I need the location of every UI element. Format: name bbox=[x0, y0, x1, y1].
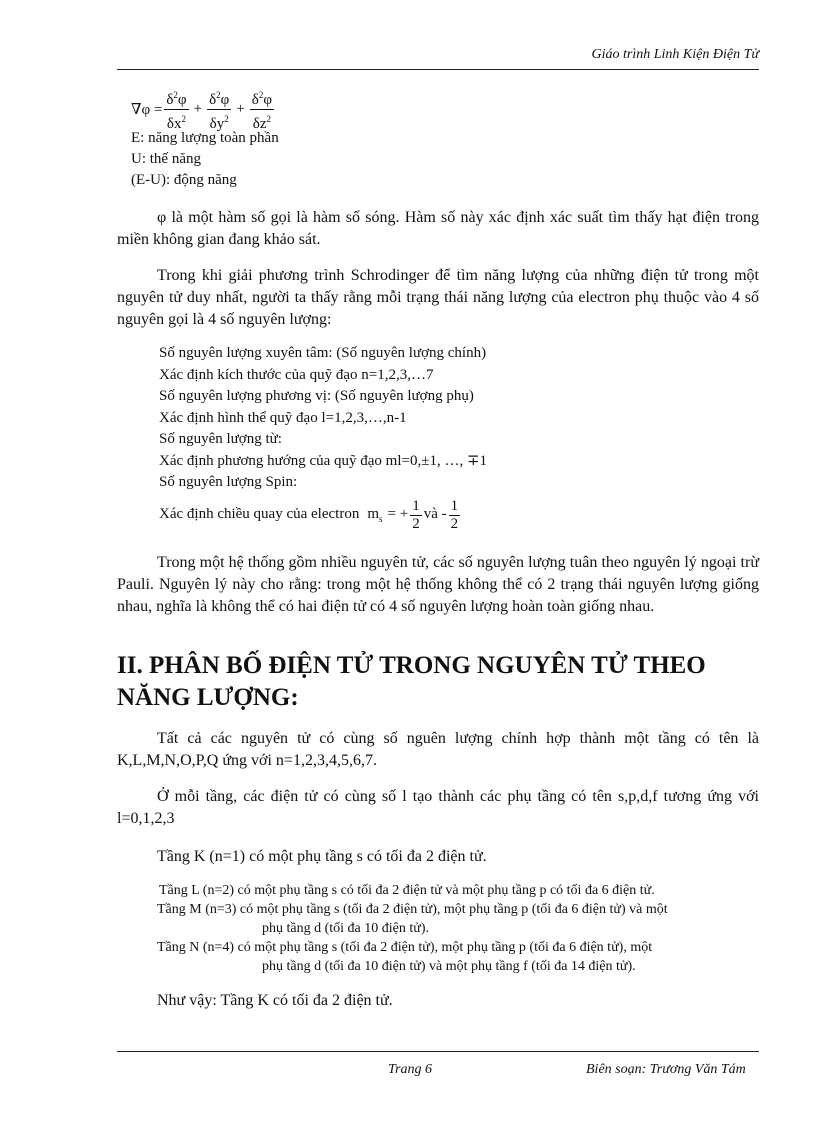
paragraph-schrodinger bbox=[117, 265, 759, 331]
spin-den: 2 bbox=[412, 515, 420, 532]
equation-term-y bbox=[207, 86, 231, 133]
term-x-num: δ bbox=[166, 91, 174, 108]
spin-fraction-minus bbox=[449, 498, 461, 533]
definition-item: (E-U): động năng bbox=[131, 172, 237, 188]
page-header-title: Giáo trình Linh Kiện Điện Tử bbox=[591, 47, 759, 62]
paragraph-text: Ở mỗi tầng, các điện tử có cùng số l tạo thành các phụ tầng có tên s,p,d,f tương ứng với l=0,1,2,3 bbox=[117, 788, 759, 827]
term-z-num: δ bbox=[251, 91, 259, 108]
paragraph-shells bbox=[117, 728, 759, 772]
paragraph-text: Trong một hệ thống gồm nhiều nguyên tử, các số nguyên lượng tuân theo nguyên lý ngoại trừ Pauli. Nguyên lý này cho rằng: trong một hệ thống không thể có 2 trạng thái nguyên lượng giống nhau, nghĩa là không thể có hai điện tử có 4 số nguyên lượng hoàn toàn giống nhau. bbox=[117, 554, 759, 615]
quantum-item: Số nguyên lượng xuyên tâm: (Số nguyên lượng chính) bbox=[159, 345, 487, 361]
term-y-den-sup: 2 bbox=[224, 113, 229, 124]
term-z-den-sup: 2 bbox=[266, 113, 272, 124]
term-z-den: δz bbox=[252, 115, 267, 132]
shell-list bbox=[157, 881, 767, 976]
quantum-item: Xác định kích thước của quỹ đạo n=1,2,3,…7 bbox=[159, 366, 434, 383]
definition-list bbox=[131, 128, 279, 191]
equation-term-z bbox=[250, 86, 274, 133]
paragraph-text: Tầng K (n=1) có một phụ tầng s có tối đa 2 điện tử. bbox=[157, 848, 487, 865]
definition-item: E: năng lượng toàn phần bbox=[131, 130, 279, 146]
term-y-num-tail: φ bbox=[220, 91, 230, 108]
spin-ms: m bbox=[367, 506, 379, 523]
paragraph-shell-k bbox=[117, 846, 759, 868]
spin-num: 1 bbox=[450, 497, 459, 514]
spin-num: 1 bbox=[412, 497, 420, 514]
quantum-item: Xác định hình thể quỹ đạo l=1,2,3,…,n-1 bbox=[159, 409, 407, 426]
term-x-den: δx bbox=[166, 115, 182, 132]
term-x-den-sup: 2 bbox=[181, 113, 186, 124]
plus-sign: + bbox=[193, 100, 203, 117]
footer-rule bbox=[117, 1051, 759, 1052]
paragraph-subshells bbox=[117, 786, 759, 830]
spin-mid: và - bbox=[423, 506, 447, 523]
paragraph-text: Tất cả các nguyên tử có cùng số nguên lượng chính hợp thành một tầng có tên là K,L,M,N,O,P,Q ứng với n=1,2,3,4,5,6,7. bbox=[117, 730, 759, 769]
term-z-num-tail: φ bbox=[263, 91, 273, 108]
spin-formula bbox=[159, 498, 487, 533]
definition-item: U: thế năng bbox=[131, 151, 201, 167]
term-y-den: δy bbox=[209, 115, 225, 132]
spin-fraction-plus bbox=[410, 498, 422, 533]
paragraph-conclusion bbox=[117, 990, 759, 1012]
shell-line: Tầng M (n=3) có một phụ tầng s (tối đa 2 điện tử), một phụ tầng p (tối đa 6 điện tử) và một bbox=[157, 902, 668, 917]
quantum-item: Số nguyên lượng Spin: bbox=[159, 474, 298, 490]
paragraph-text: φ là một hàm số gọi là hàm số sóng. Hàm số này xác định xác suất tìm thấy hạt điện trong miền không gian đang khảo sát. bbox=[117, 209, 759, 248]
shell-line: Tầng L (n=2) có một phụ tầng s có tối đa 2 điện tử và một phụ tầng p có tối đa 6 điện tử. bbox=[159, 883, 655, 898]
footer-page-number: Trang 6 bbox=[388, 1062, 432, 1077]
term-y-num: δ bbox=[209, 91, 217, 108]
shell-line: Tầng N (n=4) có một phụ tầng s (tối đa 2 điện tử), một phụ tầng p (tối đa 6 điện tử), một bbox=[157, 940, 653, 955]
term-x-num-tail: φ bbox=[177, 91, 187, 108]
footer-author: Biên soạn: Trương Văn Tám bbox=[586, 1062, 746, 1077]
quantum-item: Số nguyên lượng từ: bbox=[159, 431, 282, 447]
spin-den: 2 bbox=[450, 515, 459, 532]
spin-ms-sub: s bbox=[379, 514, 383, 525]
term-y-num-sup: 2 bbox=[216, 89, 221, 100]
equation-lhs: ∇φ = bbox=[131, 101, 163, 118]
paragraph-wave-function bbox=[117, 207, 759, 251]
quantum-item: Số nguyên lượng phương vị: (Số nguyên lượng phụ) bbox=[159, 388, 474, 404]
term-x-num-sup: 2 bbox=[173, 89, 178, 100]
spin-eq: = + bbox=[387, 506, 409, 523]
shell-line-continued: phụ tầng d (tối đa 10 điện tử). bbox=[262, 921, 430, 936]
spin-prefix: Xác định chiều quay của electron bbox=[159, 506, 360, 523]
paragraph-text: Như vậy: Tầng K có tối đa 2 điện tử. bbox=[157, 992, 393, 1009]
quantum-item: Xác định phương hướng của quỹ đạo ml=0,±1, …, ∓1 bbox=[159, 452, 488, 469]
shell-line-continued: phụ tầng d (tối đa 10 điện tử) và một phụ tầng f (tối đa 14 điện tử). bbox=[262, 959, 636, 974]
paragraph-pauli bbox=[117, 552, 759, 618]
term-z-num-sup: 2 bbox=[258, 89, 264, 100]
equation-term-x bbox=[164, 86, 188, 133]
header-rule bbox=[117, 69, 759, 70]
section-heading: II. PHÂN BỐ ĐIỆN TỬ TRONG NGUYÊN TỬ THEO NĂNG LƯỢNG: bbox=[117, 652, 706, 711]
plus-sign: + bbox=[236, 100, 245, 117]
wave-equation bbox=[131, 84, 276, 134]
quantum-number-list bbox=[159, 343, 487, 533]
paragraph-text: Trong khi giải phương trình Schrodinger để tìm năng lượng của những điện tử trong một nguyên tử duy nhất, người ta thấy rằng mỗi trạng thái năng lượng của electron phụ thuộc vào 4 số nguyên gọi là 4 số nguyên lượng: bbox=[117, 267, 759, 328]
